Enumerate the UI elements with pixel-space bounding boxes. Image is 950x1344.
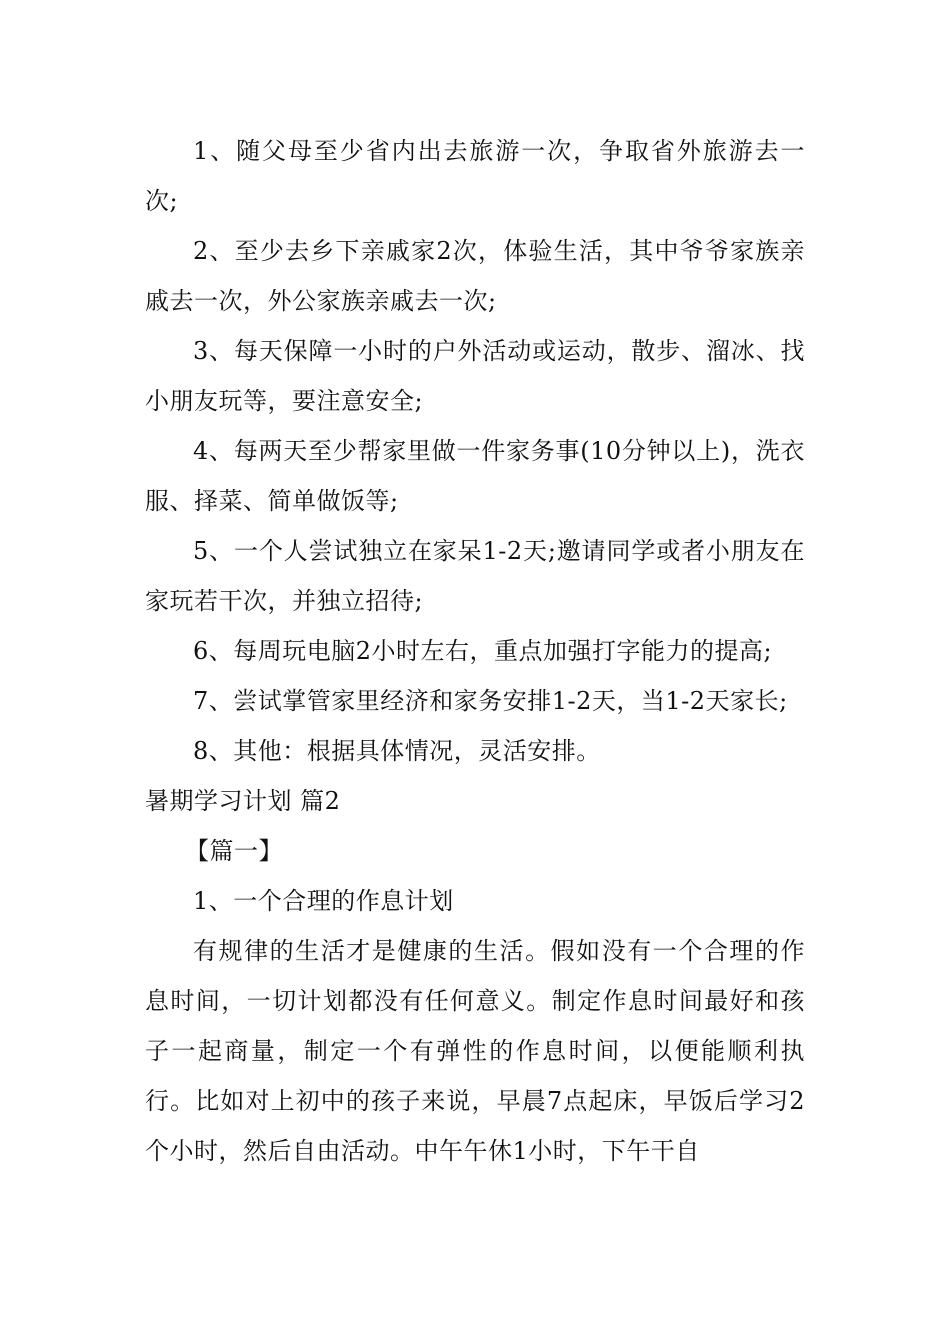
section-heading: 暑期学习计划 篇2 bbox=[145, 787, 341, 815]
body-paragraph: 有规律的生活才是健康的生活。假如没有一个合理的作息时间，一切计划都没有任何意义。制定作息时间最好和孩子一起商量，制定一个有弹性的作息时间，以便能顺利执行。比如对上初中的孩子来说，早晨7点起床，早饭后学习2个小时，然后自由活动。中午午休1小时，下午干自 bbox=[145, 937, 805, 1165]
list-item: 3、每天保障一小时的户外活动或运动，散步、溜冰、找小朋友玩等，要注意安全; bbox=[145, 337, 805, 415]
sub-item: 1、一个合理的作息计划 bbox=[193, 887, 454, 915]
list-item: 8、其他：根据具体情况，灵活安排。 bbox=[193, 737, 601, 765]
list-item: 1、随父母至少省内出去旅游一次，争取省外旅游去一次; bbox=[145, 137, 805, 215]
list-item: 6、每周玩电脑2小时左右，重点加强打字能力的提高; bbox=[193, 637, 773, 665]
sub-heading: 【篇一】 bbox=[185, 837, 283, 865]
list-item: 7、尝试掌管家里经济和家务安排1-2天，当1-2天家长; bbox=[193, 687, 788, 715]
list-item: 4、每两天至少帮家里做一件家务事(10分钟以上)，洗衣服、择菜、简单做饭等; bbox=[145, 437, 805, 515]
list-item: 2、至少去乡下亲戚家2次，体验生活，其中爷爷家族亲戚去一次，外公家族亲戚去一次; bbox=[145, 237, 805, 315]
list-item: 5、一个人尝试独立在家呆1-2天;邀请同学或者小朋友在家玩若干次，并独立招待; bbox=[145, 537, 805, 615]
activity-list bbox=[145, 126, 805, 776]
